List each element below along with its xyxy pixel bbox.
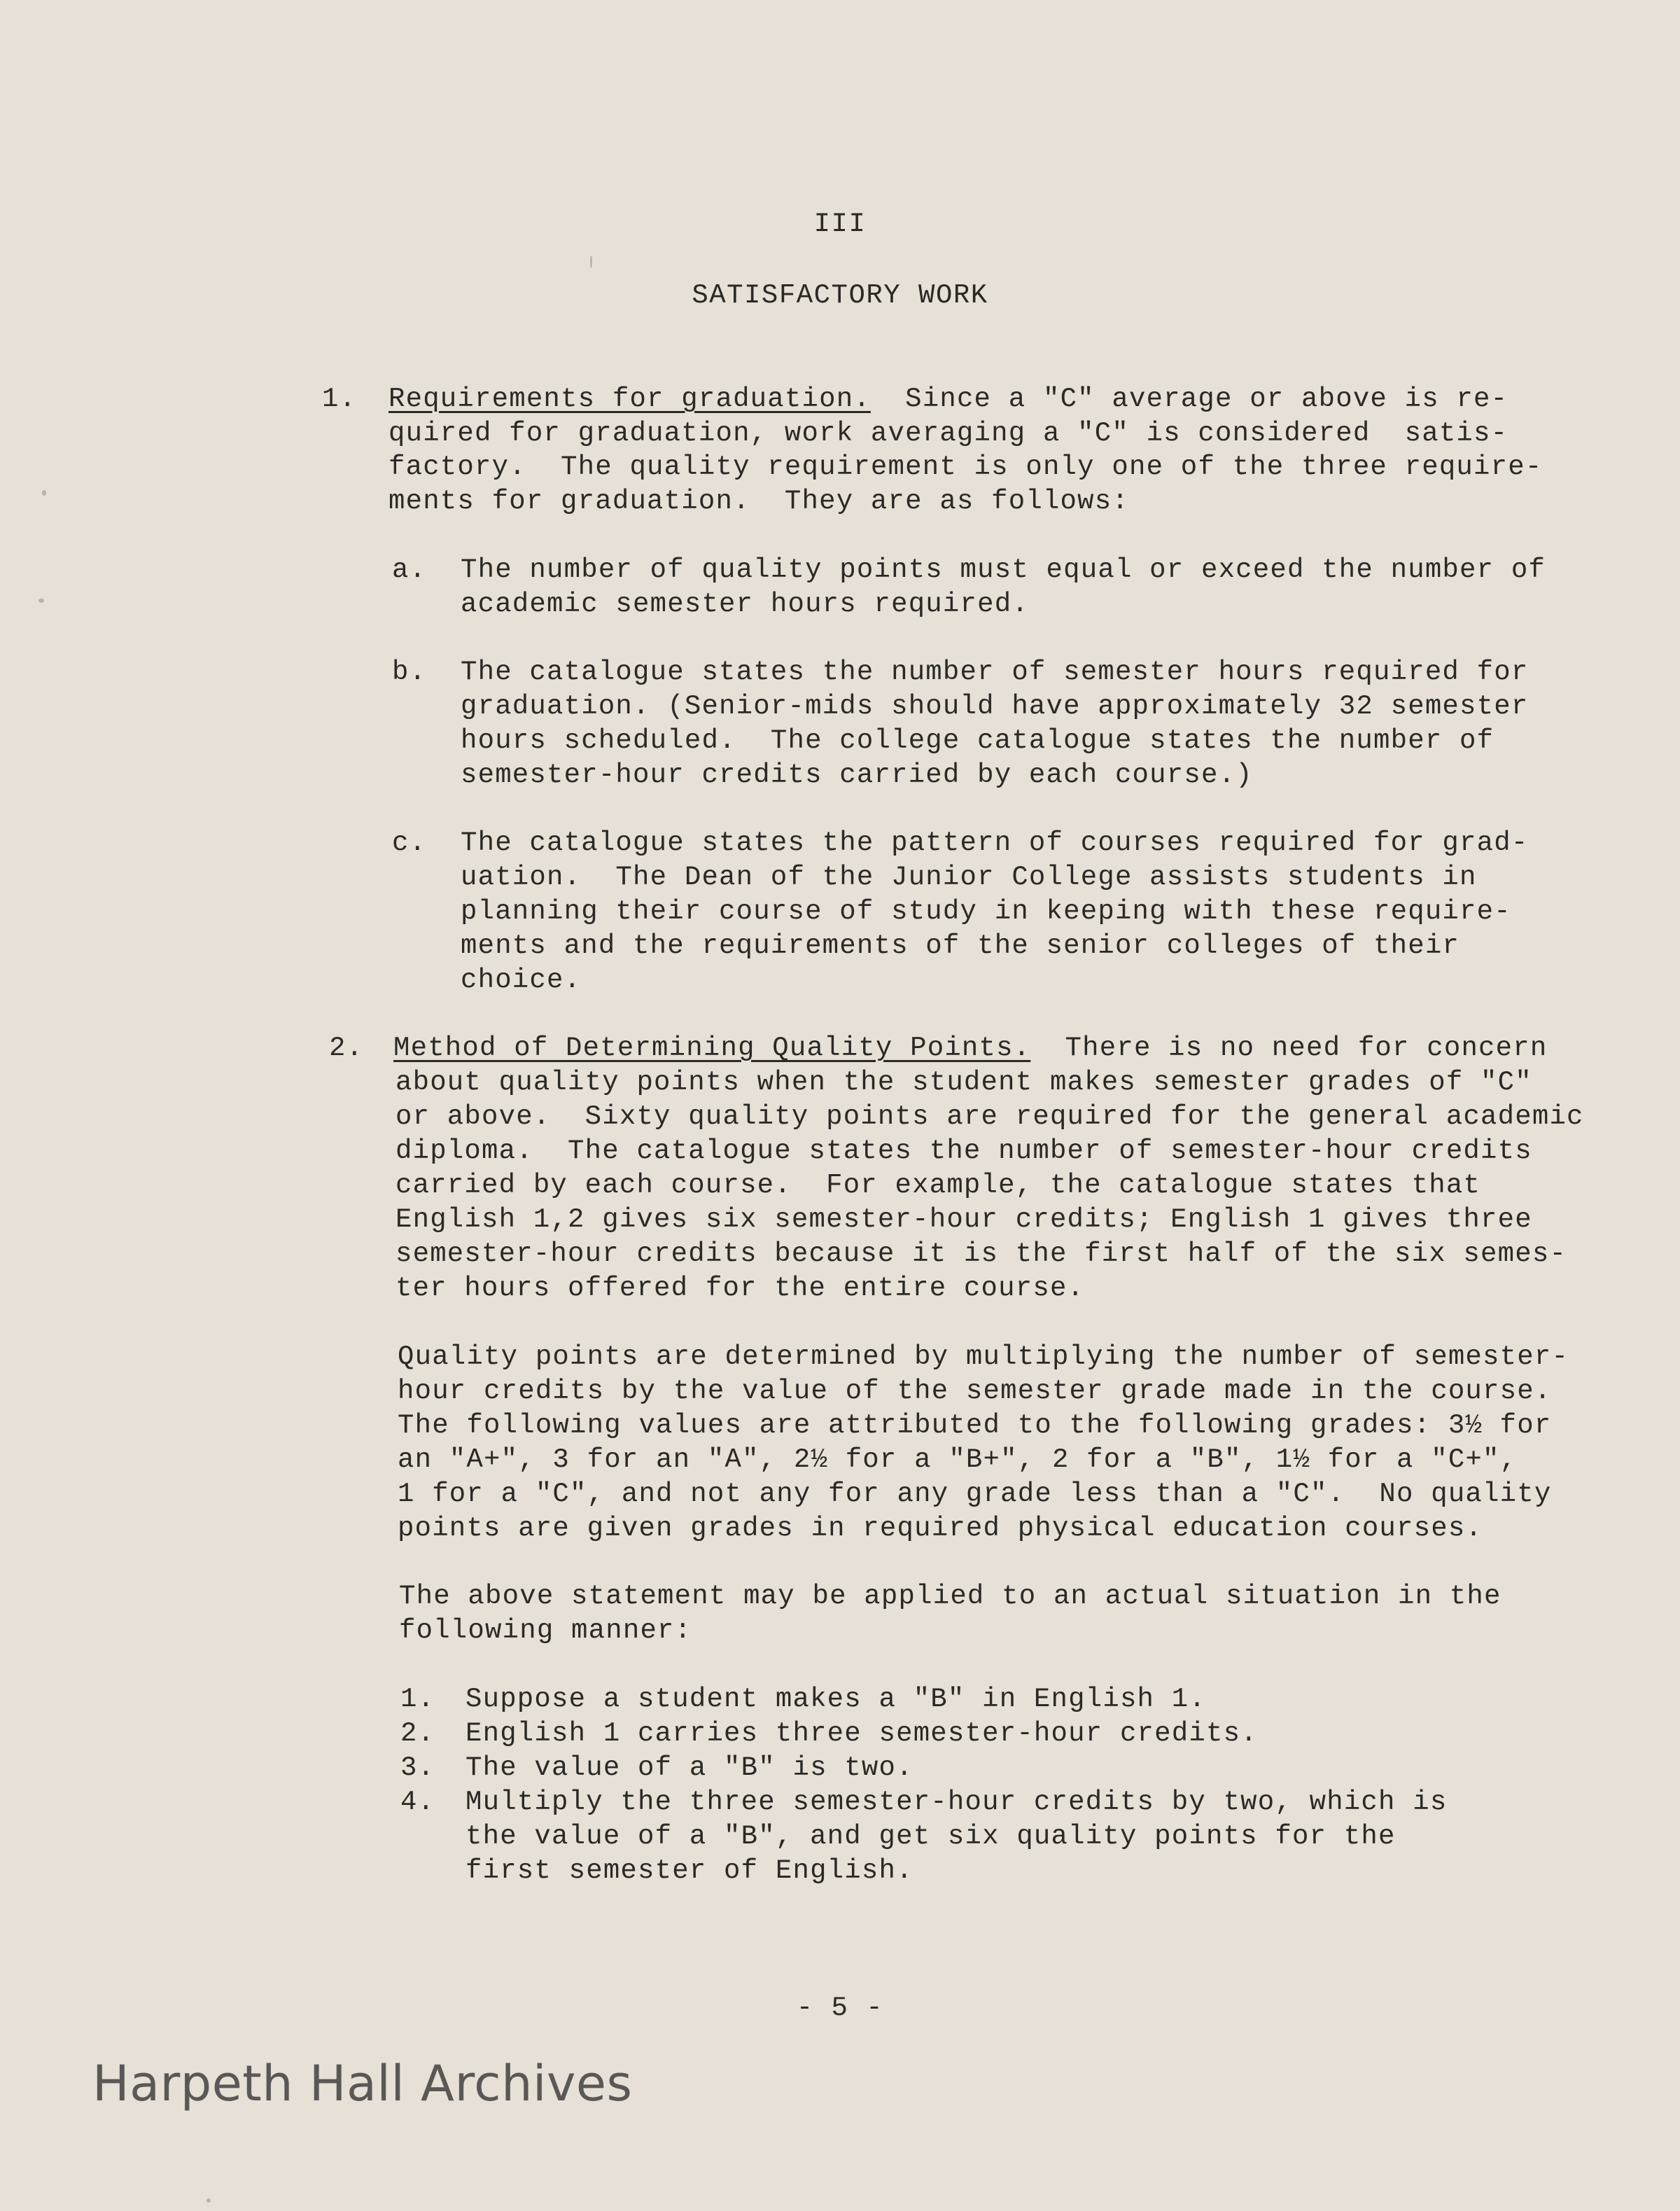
- step-line: English 1 carries three semester-hour credits.: [465, 1718, 1258, 1749]
- item2-line: or above. Sixty quality points are required for the general academic: [396, 1101, 1584, 1132]
- sub-b-line: graduation. (Senior-mids should have approximately 32 semester: [461, 691, 1529, 722]
- sub-b-line: semester-hour credits carried by each course.): [461, 760, 1253, 790]
- sub-a-letter: a.: [392, 555, 427, 585]
- item2-line1-rest: There is no need for concern: [1030, 1033, 1548, 1063]
- para2-line: Quality points are determined by multiplying the number of semester-: [398, 1341, 1569, 1372]
- archive-watermark: Harpeth Hall Archives: [92, 2055, 633, 2112]
- step-line: Suppose a student makes a "B" in English 1.: [465, 1684, 1206, 1715]
- step-number: 2.: [400, 1718, 435, 1749]
- sub-c-line: uation. The Dean of the Junior College assists students in: [461, 862, 1477, 893]
- item2-line: carried by each course. For example, the catalogue states that: [396, 1170, 1481, 1201]
- sub-a-line: academic semester hours required.: [461, 589, 1029, 620]
- step-number: 4.: [400, 1787, 435, 1818]
- item1-line2: quired for graduation, work averaging a "C" is considered satis-: [388, 418, 1508, 449]
- step-line: The value of a "B" is two.: [465, 1752, 913, 1783]
- section-number: III: [813, 209, 867, 239]
- step-number: 1.: [400, 1684, 435, 1715]
- item1-line4: ments for graduation. They are as follows:: [388, 486, 1129, 517]
- item2-line: diploma. The catalogue states the number of semester-hour credits: [396, 1136, 1532, 1166]
- para2-line: hour credits by the value of the semester grade made in the course.: [398, 1376, 1552, 1407]
- item1-number: 1.: [322, 384, 357, 414]
- item1-heading: Requirements for graduation.: [388, 384, 871, 414]
- para2-line: 1 for a "C", and not any for any grade less than a "C". No quality: [398, 1479, 1552, 1509]
- sub-c-line: ments and the requirements of the senior colleges of their: [461, 930, 1460, 961]
- item2-line: English 1,2 gives six semester-hour credits; English 1 gives three: [396, 1204, 1532, 1235]
- paper-speck: [206, 2198, 211, 2203]
- para3-line: The above statement may be applied to an actual situation in the: [399, 1581, 1502, 1612]
- page-number: - 5 -: [796, 1993, 884, 2023]
- item2-line: semester-hour credits because it is the first half of the six semes-: [396, 1239, 1567, 1269]
- step-line: the value of a "B", and get six quality points for the: [465, 1821, 1396, 1852]
- item2-first-line: [393, 1031, 1547, 1066]
- item2-heading: Method of Determining Quality Points.: [393, 1033, 1031, 1063]
- item1-first-line: [388, 382, 1508, 417]
- para2-line: an "A+", 3 for an "A", 2½ for a "B+", 2 for a "B", 1½ for a "C+",: [398, 1444, 1518, 1475]
- item2-line: about quality points when the student makes semester grades of "C": [396, 1067, 1532, 1098]
- sub-b-line: The catalogue states the number of semester hours required for: [461, 657, 1529, 688]
- para2-line: points are given grades in required physical education courses.: [398, 1513, 1483, 1544]
- item1-line3: factory. The quality requirement is only one of the three require-: [388, 452, 1543, 482]
- paper-speck: [38, 599, 44, 603]
- sub-a-line: The number of quality points must equal or exceed the number of: [461, 555, 1546, 585]
- para3-line: following manner:: [399, 1615, 692, 1646]
- sub-b-letter: b.: [392, 657, 427, 688]
- item1-line1-rest: Since a "C" average or above is re-: [870, 384, 1508, 414]
- paper-speck: [42, 490, 46, 496]
- step-line: Multiply the three semester-hour credits by two, which is: [465, 1787, 1448, 1818]
- sub-c-line: The catalogue states the pattern of courses required for grad-: [461, 828, 1529, 858]
- item2-line: ter hours offered for the entire course.: [396, 1273, 1085, 1304]
- paper-speck: [590, 256, 592, 268]
- item2-number: 2.: [329, 1033, 364, 1063]
- sub-c-line: choice.: [461, 965, 582, 996]
- sub-c-line: planning their course of study in keeping with these require-: [461, 896, 1511, 927]
- step-line: first semester of English.: [465, 1855, 913, 1886]
- step-number: 3.: [400, 1752, 435, 1783]
- para2-line: The following values are attributed to the following grades: 3½ for: [398, 1410, 1552, 1441]
- sub-b-line: hours scheduled. The college catalogue states the number of: [461, 725, 1494, 756]
- section-title: SATISFACTORY WORK: [692, 280, 988, 311]
- sub-c-letter: c.: [392, 828, 427, 858]
